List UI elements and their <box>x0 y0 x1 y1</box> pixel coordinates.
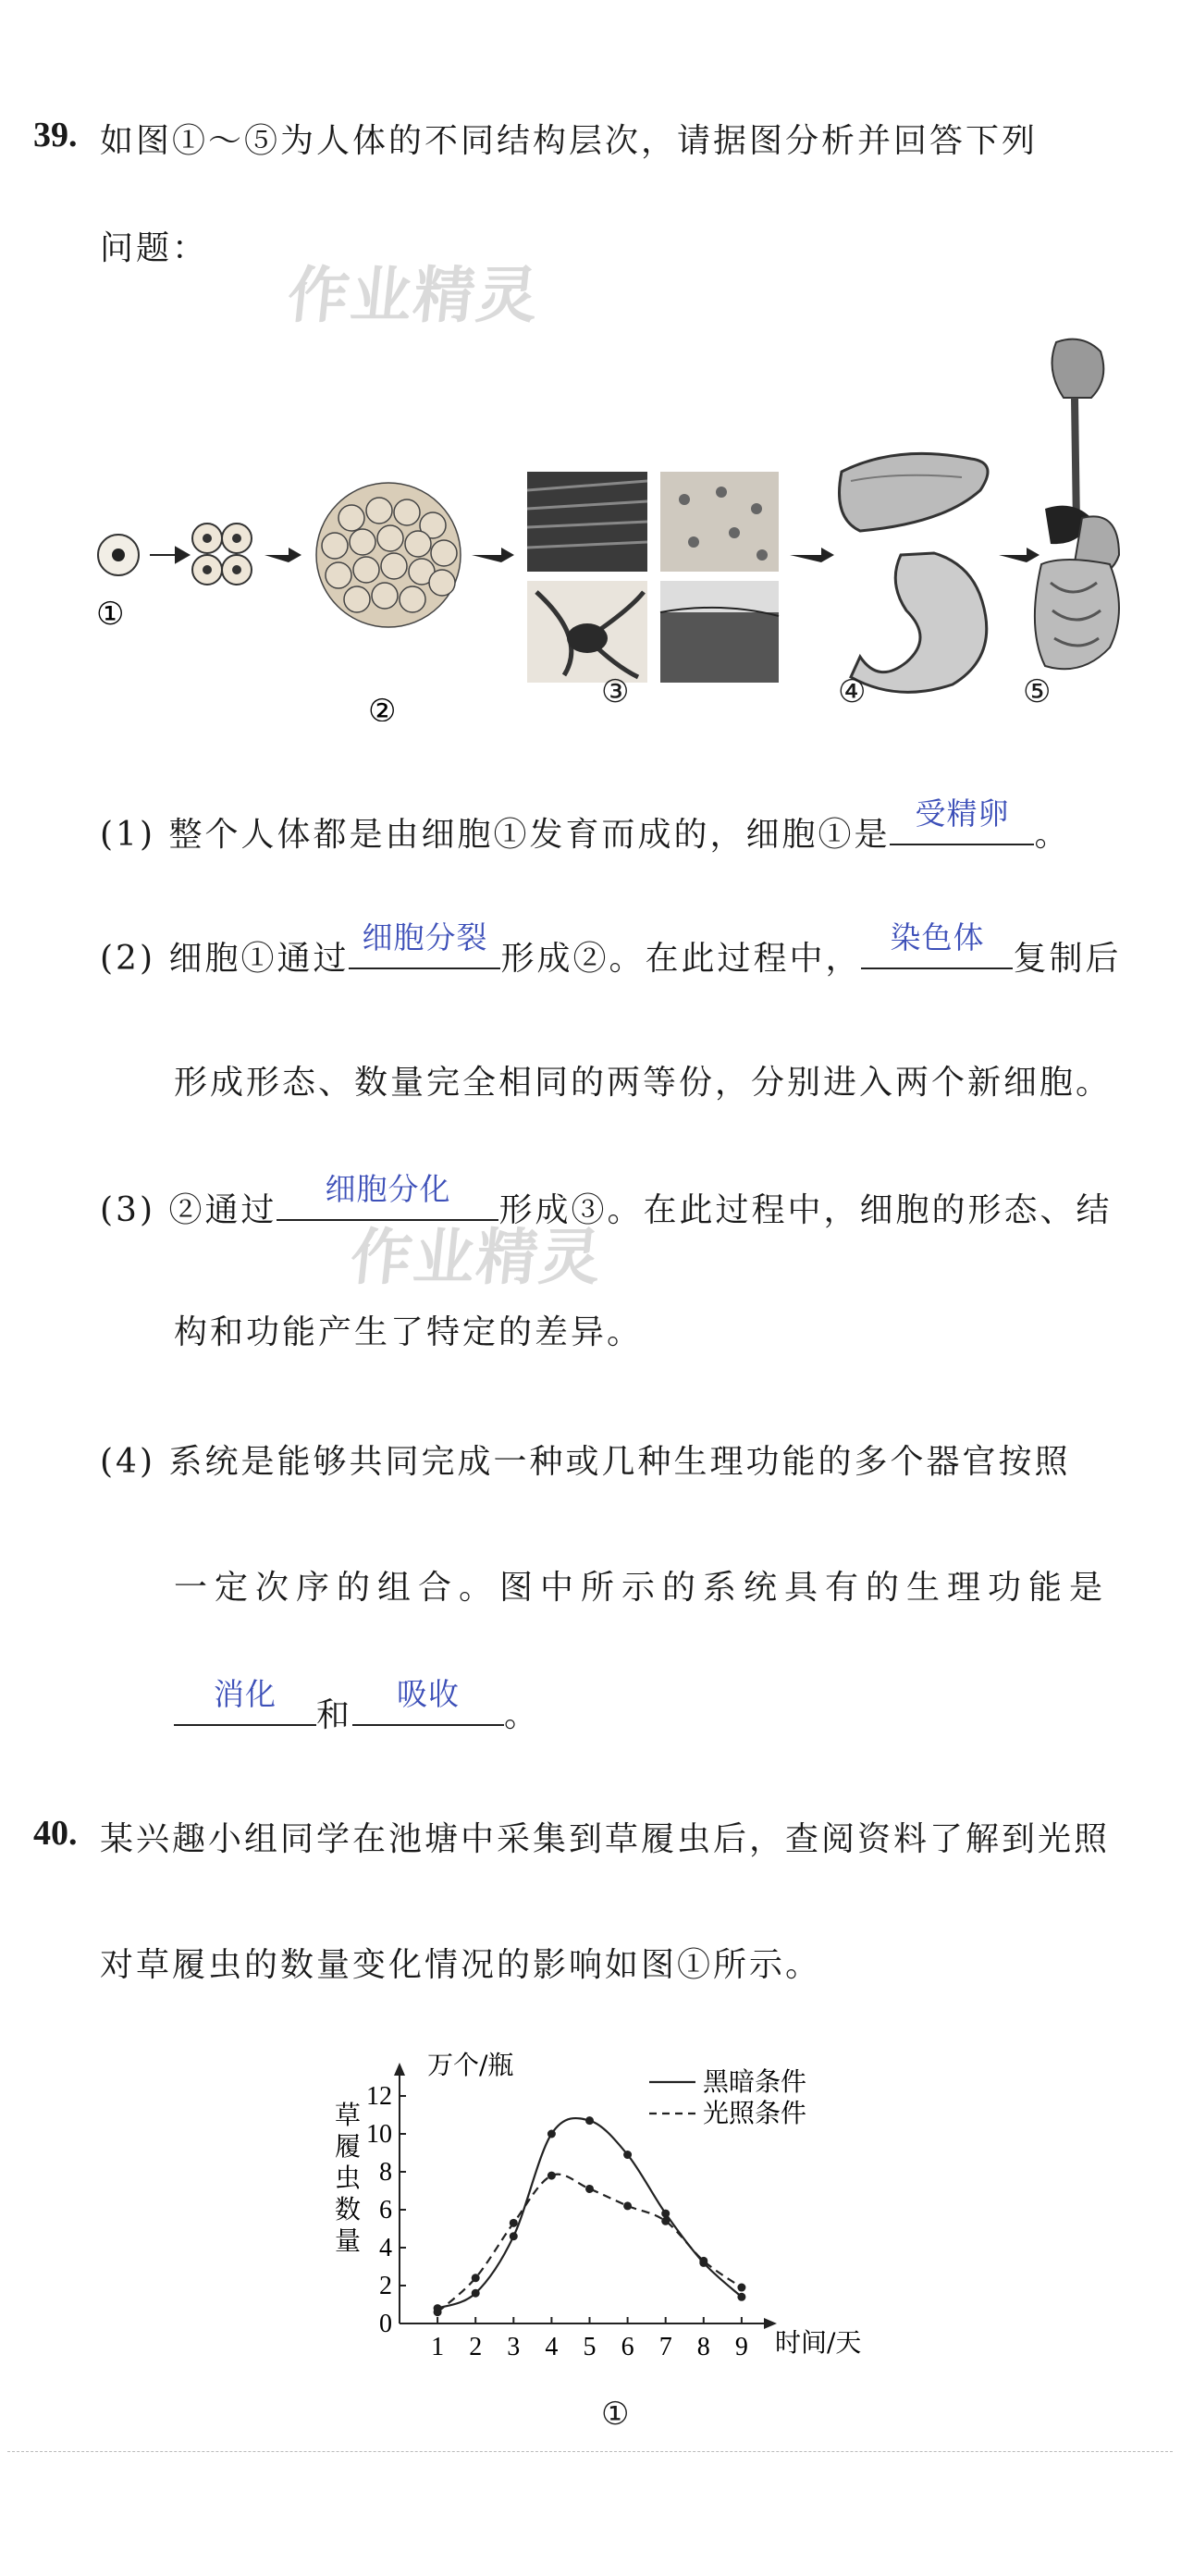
answer-blank[interactable] <box>890 795 1034 845</box>
watermark: 作业精灵 <box>284 260 544 331</box>
y-tick-label: 4 <box>379 2234 392 2262</box>
data-point <box>510 2232 518 2240</box>
q39-part2-line2: 形成形态、数量完全相同的两等份，分别进入两个新细胞。 <box>174 1064 1113 1102</box>
label-5: ⑤ <box>1023 673 1052 710</box>
q39-part2-text-b: 形成②。在此过程中， <box>500 940 862 978</box>
x-tick-label: 7 <box>658 2333 672 2361</box>
tissue-connective-icon <box>660 581 779 683</box>
q39-part4-line1: (4) 系统是能够共同完成一种或几种生理功能的多个器官按照 <box>100 1443 1071 1481</box>
x-tick-label: 8 <box>696 2333 710 2361</box>
q39-part2-text-a: (2) 细胞①通过 <box>100 940 350 978</box>
q39-stem-line2: 问题： <box>100 229 209 267</box>
data-point <box>623 2201 632 2210</box>
arrow-icon <box>472 548 514 562</box>
data-point <box>434 2308 442 2316</box>
q39-part4-line2: 一定次序的组合。图中所示的系统具有的生理功能是 <box>174 1569 1111 1607</box>
data-point <box>661 2217 670 2225</box>
y-label-char: 草 <box>335 2100 362 2130</box>
answer-text: 消化 <box>214 1676 277 1712</box>
arrow-icon <box>264 548 301 562</box>
y-tick-label: 8 <box>379 2158 392 2187</box>
data-point <box>585 2185 594 2193</box>
data-point <box>623 2151 632 2159</box>
answer-text: 吸收 <box>397 1676 461 1712</box>
answer-blank[interactable] <box>352 1676 504 1726</box>
legend-entry: 黑暗条件 <box>703 2066 807 2097</box>
x-tick-label: 5 <box>583 2333 597 2361</box>
x-tick-label: 1 <box>431 2333 445 2361</box>
label-2: ② <box>368 693 397 721</box>
q39-part2-text-c: 复制后 <box>1013 940 1122 978</box>
x-tick-label: 4 <box>545 2333 559 2361</box>
answer-blank[interactable] <box>861 919 1013 969</box>
answer-text: 细胞分裂 <box>362 919 488 955</box>
page-divider <box>7 2451 1173 2452</box>
y-unit-label: 万个/瓶 <box>427 2050 514 2080</box>
x-tick-label: 6 <box>621 2333 634 2361</box>
data-point <box>472 2274 480 2282</box>
cell-cluster-icon <box>316 483 461 627</box>
q39-part3-text-b: 形成③。在此过程中，细胞的形态、结 <box>498 1191 1113 1229</box>
answer-text: 染色体 <box>890 919 985 955</box>
q39-part4-and: 和 <box>316 1696 353 1734</box>
question-number-40: 40. <box>33 1814 78 1853</box>
data-point <box>472 2289 480 2298</box>
paramecium-chart <box>324 2035 916 2405</box>
y-label-char: 履 <box>335 2131 362 2162</box>
label-4: ④ <box>838 673 867 710</box>
x-axis-label: 时间/天 <box>775 2327 862 2358</box>
x-tick-label: 3 <box>507 2333 521 2361</box>
data-point <box>737 2293 745 2301</box>
answer-blank[interactable] <box>174 1676 316 1726</box>
data-point <box>547 2172 556 2180</box>
y-tick-label: 2 <box>379 2272 392 2300</box>
answer-text: 细胞分化 <box>325 1171 451 1207</box>
q39-stem-line1: 如图①～⑤为人体的不同结构层次，请据图分析并回答下列 <box>100 122 1039 160</box>
q39-part2 <box>100 919 1122 980</box>
label-1: ① <box>96 596 125 633</box>
watermark: 作业精灵 <box>347 1222 607 1293</box>
y-tick-label: 6 <box>379 2196 392 2225</box>
q39-part3-text-a: (3) ②通过 <box>100 1191 277 1229</box>
data-point <box>510 2219 518 2227</box>
y-label-char: 虫 <box>335 2163 362 2193</box>
series-line-2 <box>437 2175 742 2312</box>
y-tick-label: 0 <box>379 2310 392 2338</box>
answer-blank[interactable] <box>349 919 500 969</box>
data-point <box>661 2210 670 2218</box>
data-point <box>737 2284 745 2292</box>
q39-part1-end: 。 <box>1034 816 1071 854</box>
q40-stem-line1: 某兴趣小组同学在池塘中采集到草履虫后，查阅资料了解到光照 <box>100 1820 1111 1858</box>
stomach-icon <box>851 553 987 692</box>
q39-part3-line2: 构和功能产生了特定的差异。 <box>174 1313 644 1351</box>
answer-text: 受精卵 <box>915 795 1010 832</box>
x-tick-label: 2 <box>469 2333 483 2361</box>
arrow-icon <box>999 548 1040 562</box>
tissue-muscle-icon <box>527 472 647 572</box>
liver-icon <box>840 453 989 531</box>
q40-stem-line2: 对草履虫的数量变化情况的影响如图①所示。 <box>100 1946 822 1984</box>
chart-ticks <box>366 2082 748 2361</box>
y-tick-label: 12 <box>366 2082 392 2111</box>
data-point <box>547 2130 556 2138</box>
q39-part1 <box>100 795 1071 856</box>
figure-label: ① <box>601 2396 630 2433</box>
label-3: ③ <box>601 673 630 710</box>
legend-entry: 光照条件 <box>703 2098 807 2128</box>
chart-legend <box>649 2066 806 2128</box>
digestive-system-icon <box>1035 339 1119 670</box>
y-label-char: 量 <box>335 2225 362 2256</box>
y-axis-label <box>335 2100 361 2256</box>
series-line-1 <box>437 2118 742 2309</box>
data-point <box>585 2116 594 2125</box>
cell-fertilized-egg-icon <box>98 535 139 575</box>
data-point <box>699 2257 707 2265</box>
chart-series <box>434 2116 746 2316</box>
q39-part1-text: (1) 整个人体都是由细胞①发育而成的，细胞①是 <box>100 816 891 854</box>
question-number-39: 39. <box>33 116 78 154</box>
q39-part4-end: 。 <box>504 1696 541 1734</box>
cell-division-icon <box>192 524 252 585</box>
q39-part4-line3 <box>174 1676 541 1736</box>
arrow-icon <box>150 548 189 562</box>
y-tick-label: 10 <box>366 2120 392 2149</box>
x-tick-label: 9 <box>734 2333 748 2361</box>
tissue-nerve-icon <box>527 581 647 683</box>
y-label-char: 数 <box>335 2194 362 2225</box>
tissue-epithelial-icon <box>660 472 779 572</box>
y-axis-arrow <box>394 2063 405 2076</box>
arrow-icon <box>790 548 834 562</box>
body-levels-figure <box>83 333 1147 721</box>
